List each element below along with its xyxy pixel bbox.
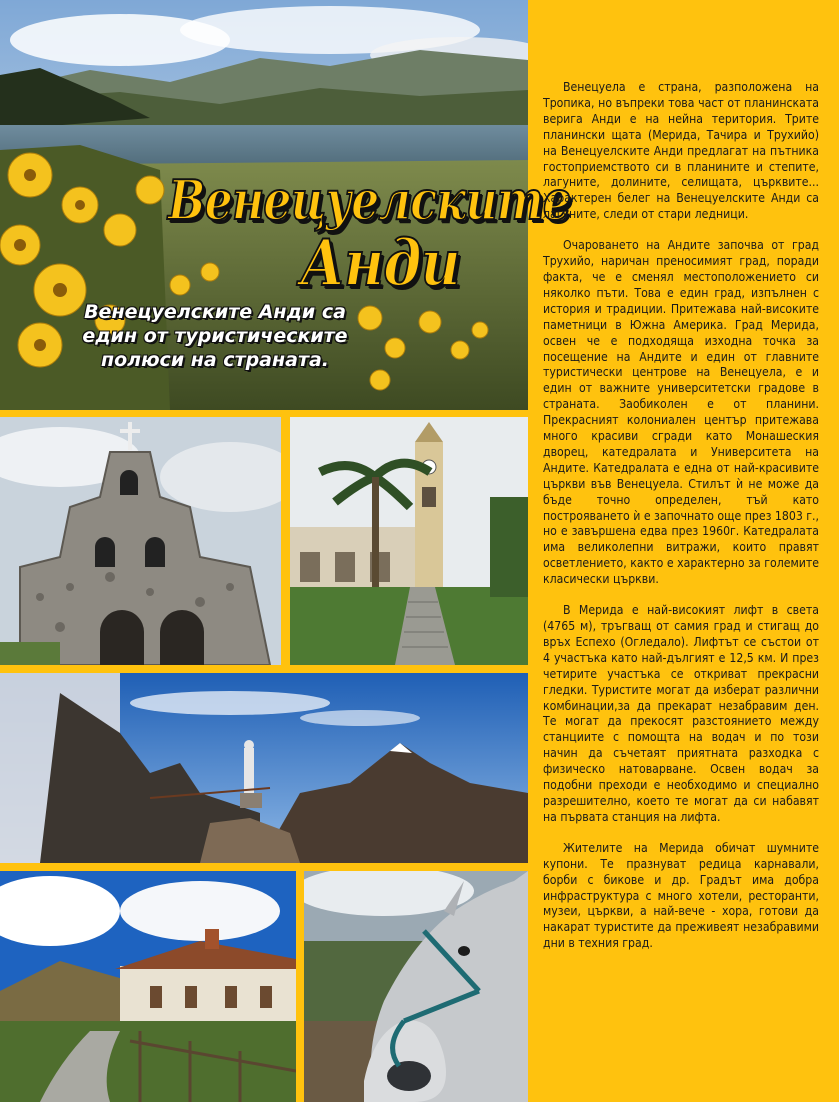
paragraph: Очароването на Андите започва от град Трухийо, наричан преносимият град, поради факта, че е сменял местоположението си няколко пъти. Това е един град, изпълнен с история и традиции. Притежава най-високите паметници в Южна Америка. Град Мерида, освен че е подходяща изходна точка за посещение на Андите и един от главните туристически центрове на Венецуела, е и един от важните университетски градове в страната. Заобиколен е от планини. Прекрасният колониален център притежава много красиви сгради като Монашеския дворец, катедралата и Университета на Андите. Катедралата е една от най-красивите църкви във Венецуела. Стилът ѝ не може да бъде точно определен, тъй като построяването ѝ е започнато още през 1803 г., но е завършена едва през 1960г. Катедралата има великолепни витражи, които правят осветлението, както е характерно за големите класически църкви. [543,238,819,587]
paragraph: Венецуела е страна, разположена на Тропика, но въпреки това част от планинската верига Анди е на нейна територия. Трите планински щата (Мерида, Тачира и Трухийо) на Венецуелските Анди предлагат на пътника гостоприемството си в планините и степите, лагуните, долините, селищата, църквите... Характерен белег на Венецуелските Анди са лагуните, следи от стари ледници. [543,80,819,222]
photo-village-river [0,871,296,1102]
paragraph: В Мерида е най-високият лифт в света (4765 м), тръгващ от самия град и стигащ до връх Еспехо (Огледало). Лифтът се състои от 4 участъка като най-дългият е 12,5 км. И през четирите участъка се откриват прекрасни гледки. Туристите могат да изберат различни комбинации,за да прекарат незабравим ден. Те могат да прекосят разстоянието между станциите с помощта на водач и по този начин да съчетаят приятната разходка с физическо натоварване. Освен водач за подобни преходи е необходимо и специално разрешително, което те могат да си набавят на първата станция на лифта. [543,603,819,824]
photo-mountain-peaks [0,673,528,863]
article-body [543,80,819,967]
photo-stone-chapel [0,417,281,665]
article-title [168,168,571,308]
title-line-2: Анди [300,226,460,301]
title-line-1: Венецуелските [168,168,571,232]
article-subtitle: Венецуелските Анди са един от туристическите полюси на страната. [82,301,348,371]
photo-horse [304,871,528,1102]
paragraph: Жителите на Мерида обичат шумните купони. Те празнуват редица карнавали, борби с бикове и др. Градът има добра инфраструктура с много хотели, ресторанти, музеи, църкви, а най-вече - хора, готови да накарат туристите да преживеят незабравими дни в техния град. [543,840,819,951]
photo-cathedral [290,417,528,665]
